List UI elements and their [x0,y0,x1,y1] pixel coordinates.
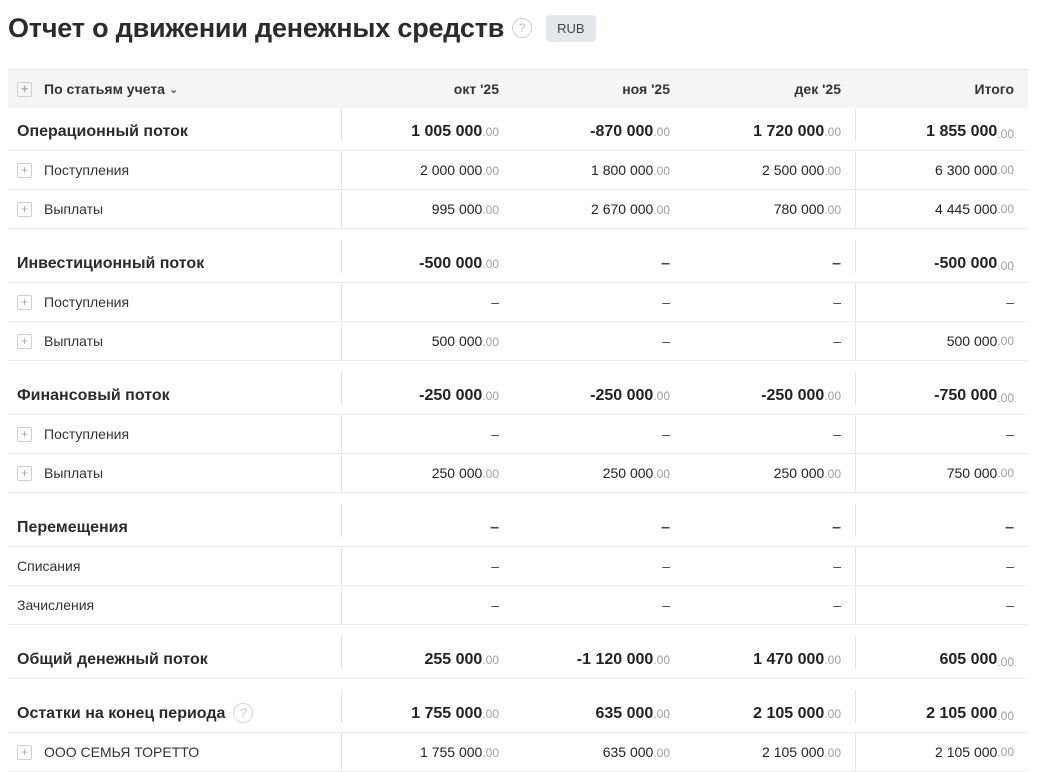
value-amount: 250 000 [602,465,654,481]
value-cell [855,454,1028,492]
value-amount: – [1006,597,1014,613]
row-label-text: Списания [17,558,81,574]
currency-badge[interactable]: RUB [546,15,595,42]
value-decimals: .00 [997,655,1014,669]
value-cell [342,123,513,141]
value-decimals: .00 [824,125,841,139]
value-cell [342,255,513,273]
value-amount: – [662,333,670,349]
value-decimals: .00 [653,203,670,217]
value-decimals: .00 [997,127,1014,141]
value-amount: 2 105 000 [926,705,998,722]
value-amount: 635 000 [595,705,654,722]
value-amount: – [833,294,841,310]
expand-icon[interactable]: + [17,202,32,217]
value-amount: 750 000 [946,465,998,481]
value-amount: – [832,255,841,272]
help-icon[interactable]: ? [233,703,253,723]
table-row [8,636,1028,679]
value-decimals: .00 [653,164,670,178]
row-label [8,690,342,723]
expand-all-icon[interactable]: + [17,82,32,97]
value-decimals: .00 [997,202,1014,216]
value-cell [855,636,1028,669]
value-cell [855,547,1028,585]
value-amount: 2 105 000 [753,705,825,722]
value-amount: – [491,597,499,613]
help-icon[interactable]: ? [512,18,532,38]
cashflow-table [8,69,1028,772]
value-decimals: .00 [482,257,499,271]
value-amount: 1 755 000 [411,705,483,722]
value-cell [342,465,513,481]
value-decimals: .00 [653,389,670,403]
table-header [8,69,1028,108]
value-cell [684,705,855,723]
value-cell [855,108,1028,141]
page-title: Отчет о движении денежных средств [8,12,505,43]
value-amount: 1 855 000 [926,123,998,140]
value-amount: – [833,426,841,442]
value-cell [684,294,855,310]
value-cell [855,372,1028,405]
value-amount: – [661,255,670,272]
value-cell [684,426,855,442]
value-cell [684,333,855,349]
row-label-text: Остатки на конец периода [17,705,226,722]
value-amount: 500 000 [946,333,998,349]
value-amount: – [661,519,670,536]
row-label [8,415,342,453]
value-cell [513,426,684,442]
value-cell [513,705,684,723]
value-cell [684,519,855,537]
value-decimals: .00 [482,335,499,349]
value-decimals: .00 [824,203,841,217]
value-cell [513,519,684,537]
row-label [8,240,342,273]
row-label [8,733,342,771]
row-label [8,322,342,360]
value-decimals: .00 [482,164,499,178]
value-decimals: .00 [997,745,1014,759]
grouping-label: По статьям учета [44,81,165,97]
table-row [8,586,1028,625]
value-decimals: .00 [482,203,499,217]
row-label-text: Поступления [44,426,130,442]
value-cell [855,283,1028,321]
value-cell [855,733,1028,771]
value-decimals: .00 [997,334,1014,348]
value-amount: – [662,294,670,310]
row-label-text: Перемещения [17,519,128,536]
row-label-text: ООО СЕМЬЯ ТОРЕТТО [44,744,200,760]
value-cell [513,558,684,574]
value-cell [513,294,684,310]
row-label-text: Инвестиционный поток [17,255,205,272]
row-label-text: Операционный поток [17,123,188,140]
column-header-oct[interactable]: окт '25 [453,81,499,97]
value-decimals: .00 [482,653,499,667]
value-amount: – [662,597,670,613]
value-cell [342,558,513,574]
value-cell [342,333,513,349]
value-amount: 1 470 000 [753,651,825,668]
chevron-down-icon: ⌄ [168,83,179,96]
row-label-text: Выплаты [44,333,104,349]
value-decimals: .00 [824,653,841,667]
row-label [8,190,342,228]
value-amount: – [662,558,670,574]
row-label-text: Выплаты [44,465,104,481]
value-cell [855,690,1028,723]
row-label-text: Финансовый поток [17,387,170,404]
value-cell [684,255,855,273]
value-cell [342,294,513,310]
value-decimals: .00 [482,389,499,403]
row-label [8,108,342,141]
value-amount: 605 000 [939,651,998,668]
value-cell [684,558,855,574]
value-cell [684,597,855,613]
value-amount: – [491,294,499,310]
value-decimals: .00 [824,746,841,760]
value-decimals: .00 [997,709,1014,723]
table-row [8,690,1028,733]
page-header [8,10,596,46]
value-decimals: .00 [997,163,1014,177]
value-decimals: .00 [482,125,499,139]
value-decimals: .00 [653,707,670,721]
value-cell [684,651,855,669]
value-cell [684,744,855,760]
value-decimals: .00 [482,467,499,481]
value-cell [513,651,684,669]
value-amount: -870 000 [590,123,654,140]
value-cell [513,465,684,481]
row-label [8,372,342,405]
value-amount: 635 000 [602,744,654,760]
value-decimals: .00 [997,259,1014,273]
table-row[interactable] [8,733,1028,772]
table-row[interactable] [8,151,1028,190]
value-cell [342,201,513,217]
value-cell [342,162,513,178]
table-row [8,547,1028,586]
value-decimals: .00 [482,746,499,760]
value-cell [684,201,855,217]
value-amount: 2 105 000 [762,744,825,760]
row-label [8,547,342,585]
value-amount: 1 755 000 [420,744,483,760]
value-cell [342,705,513,723]
value-decimals: .00 [824,707,841,721]
value-decimals: .00 [997,391,1014,405]
value-cell [684,123,855,141]
value-decimals: .00 [824,389,841,403]
value-decimals: .00 [824,164,841,178]
value-cell [684,465,855,481]
value-cell [342,519,513,537]
value-cell [342,651,513,669]
value-cell [855,151,1028,189]
value-decimals: .00 [997,466,1014,480]
value-amount: -500 000 [419,255,483,272]
value-decimals: .00 [824,467,841,481]
value-cell [855,322,1028,360]
value-amount: – [833,597,841,613]
value-cell [342,744,513,760]
row-label [8,504,342,537]
value-amount: – [490,519,499,536]
value-decimals: .00 [653,467,670,481]
value-amount: – [1006,558,1014,574]
row-label [8,586,342,624]
table-row [8,372,1028,415]
row-label [8,151,342,189]
value-amount: -500 000 [934,255,998,272]
value-cell [513,255,684,273]
value-amount: – [1006,294,1014,310]
value-cell [684,387,855,405]
column-header-nov[interactable]: ноя '25 [622,81,670,97]
expand-icon[interactable]: + [17,427,32,442]
value-amount: 500 000 [431,333,483,349]
table-row[interactable] [8,283,1028,322]
expand-icon[interactable]: + [17,745,32,760]
value-amount: 1 720 000 [753,123,825,140]
row-label-text: Поступления [44,294,130,310]
expand-icon[interactable]: + [17,163,32,178]
value-cell [855,586,1028,624]
value-amount: – [833,558,841,574]
value-amount: – [1005,519,1014,536]
table-row[interactable] [8,322,1028,361]
value-cell [513,201,684,217]
value-amount: – [491,426,499,442]
value-amount: – [662,426,670,442]
value-amount: 4 445 000 [935,201,998,217]
row-label-text: Выплаты [44,201,104,217]
grouping-selector[interactable] [8,70,342,108]
table-row[interactable] [8,415,1028,454]
row-label [8,636,342,669]
value-amount: 1 800 000 [591,162,654,178]
value-cell [513,597,684,613]
row-label [8,454,342,492]
value-amount: -250 000 [419,387,483,404]
row-label-text: Зачисления [17,597,95,613]
value-cell [513,744,684,760]
value-cell [684,162,855,178]
value-amount: – [1006,426,1014,442]
expand-icon[interactable]: + [17,334,32,349]
value-cell [513,333,684,349]
table-row[interactable] [8,190,1028,229]
value-cell [855,415,1028,453]
value-cell [855,190,1028,228]
value-cell [513,162,684,178]
value-cell [342,387,513,405]
table-body [8,108,1028,772]
value-cell [342,426,513,442]
expand-icon[interactable]: + [17,295,32,310]
value-amount: -1 120 000 [576,651,654,668]
value-amount: – [491,558,499,574]
table-row [8,240,1028,283]
table-row [8,504,1028,547]
table-row[interactable] [8,454,1028,493]
value-decimals: .00 [653,125,670,139]
value-decimals: .00 [653,653,670,667]
value-decimals: .00 [653,746,670,760]
value-amount: 255 000 [424,651,483,668]
value-amount: 2 500 000 [762,162,825,178]
value-cell [513,123,684,141]
row-label [8,283,342,321]
value-amount: 2 000 000 [420,162,483,178]
table-row [8,108,1028,151]
column-header-total[interactable]: Итого [974,81,1014,97]
value-cell [855,504,1028,537]
value-amount: 1 005 000 [411,123,483,140]
value-cell [513,387,684,405]
value-amount: -250 000 [590,387,654,404]
row-label-text: Общий денежный поток [17,651,208,668]
value-amount: -250 000 [761,387,825,404]
value-amount: 250 000 [773,465,825,481]
value-amount: 780 000 [773,201,825,217]
value-amount: 6 300 000 [935,162,998,178]
value-amount: – [832,519,841,536]
value-amount: -750 000 [934,387,998,404]
value-cell [855,240,1028,273]
column-header-dec[interactable]: дек '25 [794,81,841,97]
row-label-text: Поступления [44,162,130,178]
value-cell [342,597,513,613]
value-amount: – [833,333,841,349]
value-decimals: .00 [482,707,499,721]
value-amount: 2 670 000 [591,201,654,217]
value-amount: 995 000 [431,201,483,217]
value-amount: 2 105 000 [935,744,998,760]
value-amount: 250 000 [431,465,483,481]
expand-icon[interactable]: + [17,466,32,481]
